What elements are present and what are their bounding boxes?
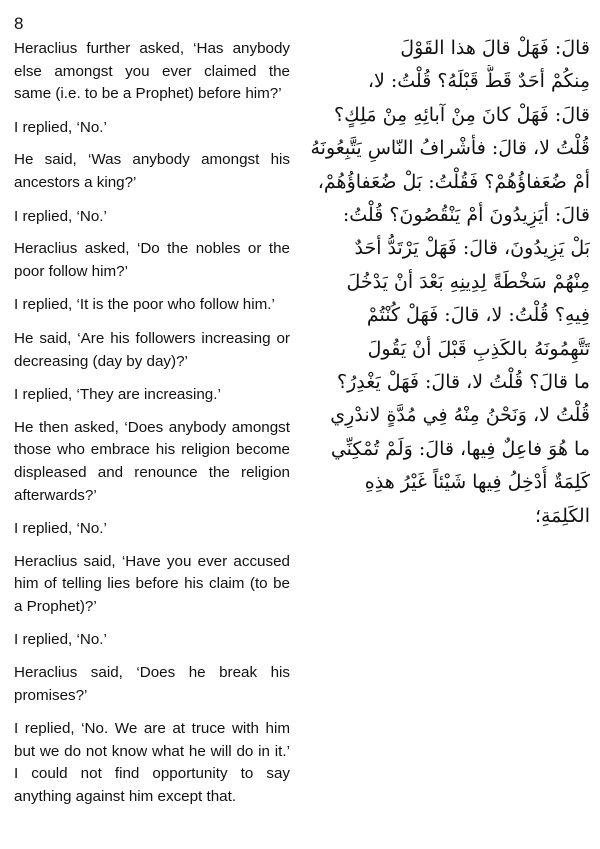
arabic-line: قُلْتُ لا، قالَ: فأشْرافُ النّاسِ يَتَّبِعُونَهُ <box>310 137 590 160</box>
paragraph-question-increasing: He said, ‘Are his followers increasing or decreasing (day by day)?’ <box>14 329 290 370</box>
arabic-line: قالَ: أيَزِيدُونَ أمْ يَنْقُصُونَ؟ قُلْتُ: <box>342 204 590 227</box>
english-translation-column <box>14 38 290 820</box>
arabic-line: كَلِمَةٌ أُدْخِلُ فِيها شَيْئاً غَيْرُ هذِهِ <box>364 471 590 494</box>
arabic-line: قالَ: فَهَلْ كانَ مِنْ آبائِهِ مِنْ مَلِكٍ؟ <box>333 103 590 126</box>
paragraph-heraclius-question-claim: Heraclius further asked, ‘Has anybody else amongst you ever claimed the same (i.e. to be a Prophet) before him?’ <box>14 40 290 103</box>
arabic-line: ما قالَ؟ قُلْتُ لا، قالَ: فَهَلْ يَغْدِرُ؟ <box>337 371 590 394</box>
paragraph-reply-no: I replied, ‘No.’ <box>14 520 107 538</box>
paragraph-question-lies: Heraclius said, ‘Have you ever accused him of telling lies before his claim (to be a Prophet)?’ <box>14 552 290 615</box>
paragraph-reply-increasing: I replied, ‘They are increasing.’ <box>14 386 221 404</box>
arabic-line: ما هُوَ فاعِلٌ فِيها، قالَ: وَلَمْ تُمْكِنِّي <box>330 437 590 460</box>
paragraph-reply-no: I replied, ‘No.’ <box>14 118 107 136</box>
paragraph-reply-no: I replied, ‘No.’ <box>14 631 107 649</box>
arabic-line: قُلْتُ لا، وَنَحْنُ مِنْهُ فِي مُدَّةٍ لاندْرِي <box>330 404 590 427</box>
arabic-text-column <box>302 32 590 533</box>
paragraph-reply-truce: I replied, ‘No. We are at truce with him but we do not know what he will do in it.’ I could not find opportunity to say anything against him except that. <box>14 720 290 806</box>
page-number: 8 <box>14 14 24 33</box>
arabic-line: الكَلِمَةِ؛ <box>534 504 590 527</box>
arabic-line: قالَ: فَهَلْ قالَ هذا القَوْلَ <box>400 37 590 59</box>
paragraph-reply-no: I replied, ‘No.’ <box>14 207 107 225</box>
arabic-line: فِيهِ؟ قُلْتُ: لا، قالَ: فَهَلْ كُنْتُمْ <box>366 304 590 327</box>
paragraph-question-renounce: He then asked, ‘Does anybody amongst those who embrace his religion become displeased and renounce the religion afterwards?’ <box>14 418 290 504</box>
arabic-line: تَتَّهِمُونَهُ بالكَذِبِ قَبْلَ أنْ يَقُولَ <box>367 337 590 360</box>
arabic-line: مِنكُمْ أحَدٌ قَطُّ قَبْلَهُ؟ قُلْتُ: لا، <box>367 70 590 93</box>
paragraph-question-followers: Heraclius asked, ‘Do the nobles or the poor follow him?’ <box>14 240 290 280</box>
paragraph-question-ancestors: He said, ‘Was anybody amongst his ancestors a king?’ <box>14 151 290 191</box>
arabic-line: أمْ ضُعَفاؤُهُمْ؟ فَقُلْتُ: بَلْ ضُعَفاؤُهُمْ، <box>317 170 590 193</box>
paragraph-question-promises: Heraclius said, ‘Does he break his promises?’ <box>14 664 290 704</box>
arabic-line: مِنْهُمْ سَخْطَةً لِدِينِهِ بَعْدَ أنْ يَدْخُلَ <box>346 270 590 293</box>
paragraph-reply-poor: I replied, ‘It is the poor who follow him.’ <box>14 296 275 314</box>
arabic-line: بَلْ يَزِيدُونَ، قالَ: فَهَلْ يَرْتَدُّ أحَدٌ <box>354 237 590 260</box>
